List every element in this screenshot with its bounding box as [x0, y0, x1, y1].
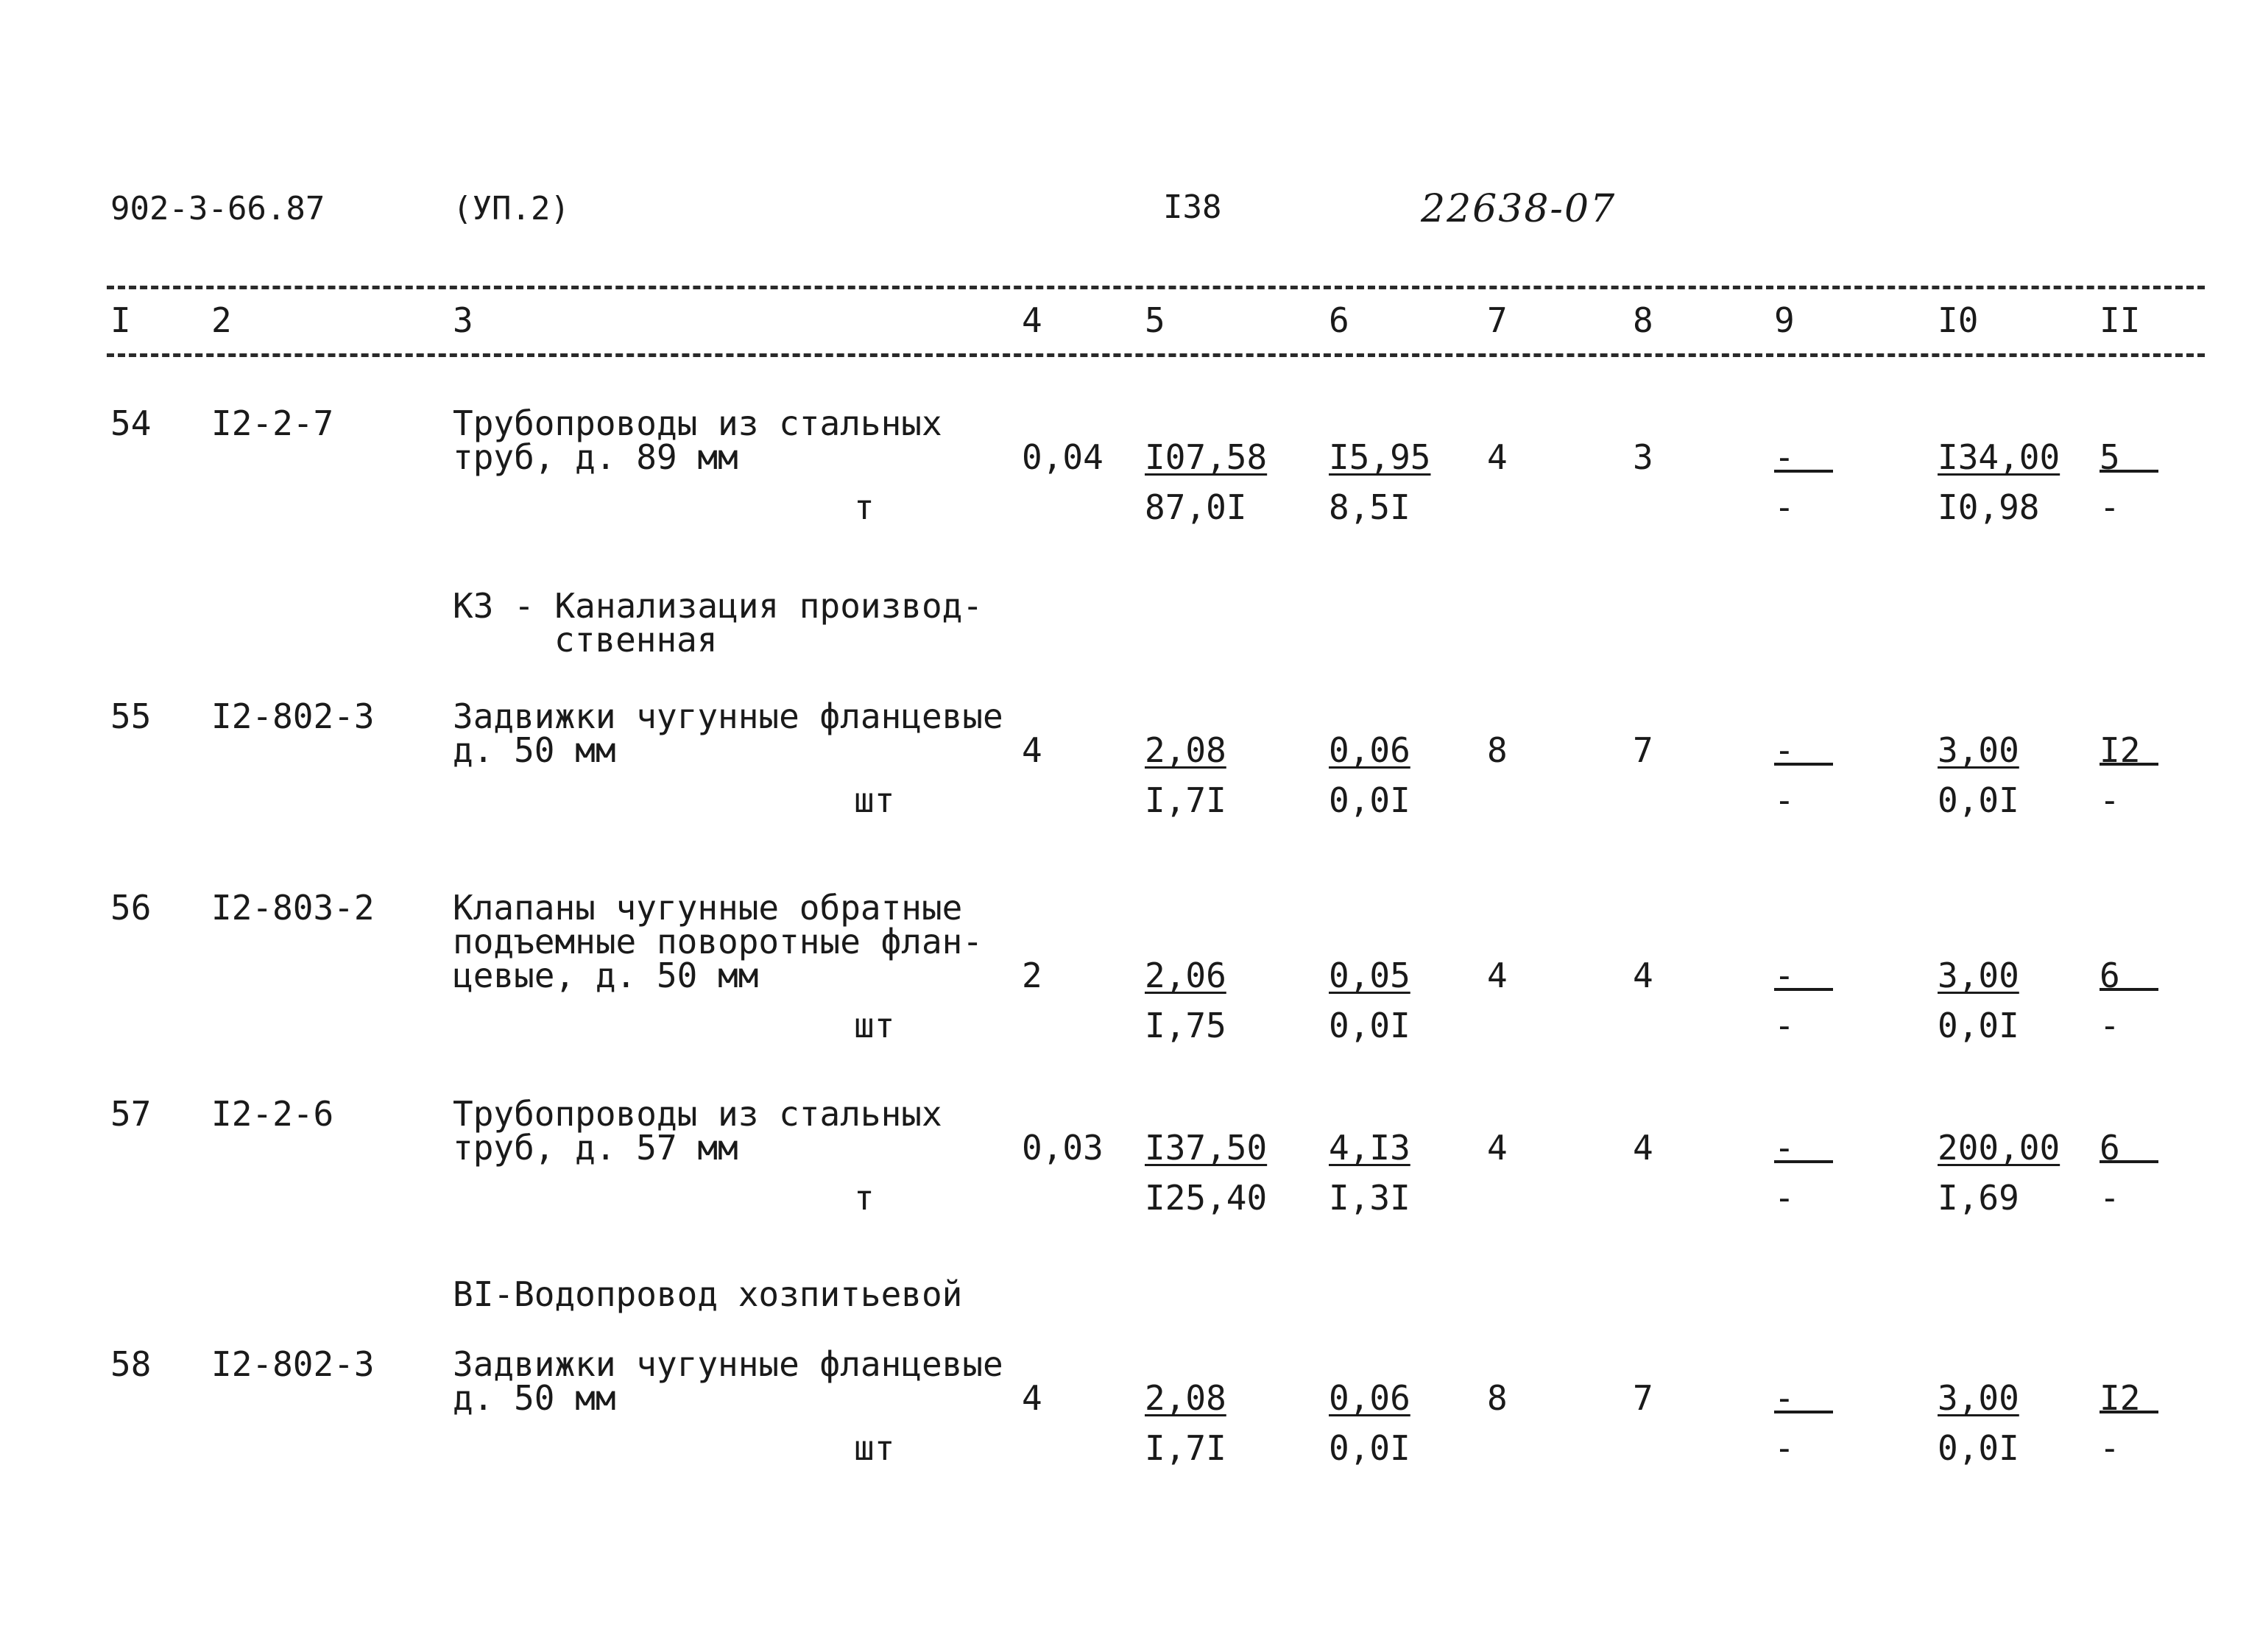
cost-top: I37,50: [1145, 1128, 1268, 1168]
value-col11-bottom: -: [2100, 1006, 2120, 1045]
cost-bottom: I,3I: [1329, 1178, 1410, 1218]
section-heading-line: BI-Водопровод хозпитьевой: [453, 1274, 963, 1314]
description-line: д. 50 мм: [453, 1378, 616, 1418]
quantity: 2: [1022, 956, 1042, 995]
value-col11-top: I2: [2100, 1381, 2158, 1413]
value-col11-bottom: -: [2100, 1178, 2120, 1218]
column-header: II: [2100, 300, 2141, 340]
cost-top: 0,05: [1329, 956, 1410, 995]
value-col11-bottom: -: [2100, 1428, 2120, 1468]
total-bottom: 0,0I: [1938, 780, 2019, 820]
section-heading-line: ственная: [554, 620, 718, 660]
cost-bottom: 8,5I: [1329, 487, 1410, 527]
unit-of-measure: т: [854, 1178, 875, 1218]
unit-of-measure: шт: [854, 1428, 895, 1468]
total-top: 3,00: [1938, 1378, 2019, 1418]
section-heading-line: К3 - Канализация производ-: [453, 586, 984, 626]
total-bottom: I,69: [1938, 1178, 2019, 1218]
value-col7: 4: [1487, 956, 1508, 995]
page-number: I38: [1163, 188, 1222, 226]
row-number: 57: [110, 1094, 152, 1134]
description-line: Клапаны чугунные обратные: [453, 888, 963, 928]
column-header: 9: [1774, 300, 1795, 340]
cost-top: 0,06: [1329, 730, 1410, 770]
value-col7: 4: [1487, 1128, 1508, 1168]
quantity: 4: [1022, 1378, 1042, 1418]
cost-top: 2,08: [1145, 730, 1226, 770]
description-line: подъемные поворотные флан-: [453, 922, 984, 961]
description-line: Трубопроводы из стальных: [453, 403, 942, 443]
rate-code: I2-2-6: [211, 1094, 334, 1134]
value-col7: 8: [1487, 730, 1508, 770]
total-top: 3,00: [1938, 956, 2019, 995]
dash-bottom: -: [1774, 1178, 1795, 1218]
value-col11-top: 6: [2100, 959, 2158, 991]
value-col11-bottom: -: [2100, 487, 2120, 527]
description-line: Задвижки чугунные фланцевые: [453, 1344, 1003, 1384]
doc-code: 902-3-66.87: [110, 190, 325, 227]
dash-top: -: [1774, 1381, 1833, 1413]
dash-bottom: -: [1774, 1006, 1795, 1045]
total-bottom: 0,0I: [1938, 1006, 2019, 1045]
dash-top: -: [1774, 440, 1833, 473]
value-col8: 7: [1633, 1378, 1653, 1418]
handwritten-stamp: 22638-07: [1421, 187, 1617, 231]
section-label: (УП.2): [453, 190, 570, 227]
dash-bottom: -: [1774, 780, 1795, 820]
rate-code: I2-2-7: [211, 403, 334, 443]
description-line: Задвижки чугунные фланцевые: [453, 696, 1003, 736]
cost-bottom: 0,0I: [1329, 780, 1410, 820]
cost-bottom: 0,0I: [1329, 1428, 1410, 1468]
column-header: 8: [1633, 300, 1653, 340]
description-line: труб, д. 89 мм: [453, 437, 738, 477]
row-number: 58: [110, 1344, 152, 1384]
dash-top: -: [1774, 1131, 1833, 1163]
description-line: труб, д. 57 мм: [453, 1128, 738, 1168]
quantity: 0,03: [1022, 1128, 1103, 1168]
total-top: 200,00: [1938, 1128, 2061, 1168]
rate-code: I2-802-3: [211, 1344, 375, 1384]
dash-top: -: [1774, 733, 1833, 766]
value-col11-bottom: -: [2100, 780, 2120, 820]
quantity: 4: [1022, 730, 1042, 770]
total-top: I34,00: [1938, 437, 2061, 477]
unit-of-measure: т: [854, 487, 875, 527]
cost-top: I5,95: [1329, 437, 1431, 477]
row-number: 56: [110, 888, 152, 928]
header-rule-bottom: [107, 353, 2205, 357]
column-header: 2: [211, 300, 232, 340]
column-header: 4: [1022, 300, 1042, 340]
row-number: 54: [110, 403, 152, 443]
value-col7: 4: [1487, 437, 1508, 477]
value-col8: 4: [1633, 956, 1653, 995]
column-header: 3: [453, 300, 473, 340]
rate-code: I2-802-3: [211, 696, 375, 736]
total-bottom: I0,98: [1938, 487, 2040, 527]
column-header: I: [110, 300, 131, 340]
column-header: 7: [1487, 300, 1508, 340]
total-bottom: 0,0I: [1938, 1428, 2019, 1468]
cost-top: I07,58: [1145, 437, 1268, 477]
value-col8: 4: [1633, 1128, 1653, 1168]
total-top: 3,00: [1938, 730, 2019, 770]
cost-bottom: 87,0I: [1145, 487, 1247, 527]
value-col7: 8: [1487, 1378, 1508, 1418]
description-line: Трубопроводы из стальных: [453, 1094, 942, 1134]
description-line: д. 50 мм: [453, 730, 616, 770]
cost-top: 0,06: [1329, 1378, 1410, 1418]
cost-top: 2,06: [1145, 956, 1226, 995]
value-col8: 7: [1633, 730, 1653, 770]
cost-top: 2,08: [1145, 1378, 1226, 1418]
rate-code: I2-803-2: [211, 888, 375, 928]
value-col11-top: I2: [2100, 733, 2158, 766]
cost-top: 4,I3: [1329, 1128, 1410, 1168]
cost-bottom: 0,0I: [1329, 1006, 1410, 1045]
row-number: 55: [110, 696, 152, 736]
header-rule-top: [107, 286, 2205, 289]
column-header: I0: [1938, 300, 1979, 340]
unit-of-measure: шт: [854, 1006, 895, 1045]
value-col11-top: 5: [2100, 440, 2158, 473]
description-line: цевые, д. 50 мм: [453, 956, 759, 995]
quantity: 0,04: [1022, 437, 1103, 477]
dash-top: -: [1774, 959, 1833, 991]
value-col11-top: 6: [2100, 1131, 2158, 1163]
cost-bottom: I,7I: [1145, 1428, 1226, 1468]
column-header: 6: [1329, 300, 1349, 340]
value-col8: 3: [1633, 437, 1653, 477]
dash-bottom: -: [1774, 487, 1795, 527]
cost-bottom: I25,40: [1145, 1178, 1268, 1218]
cost-bottom: I,75: [1145, 1006, 1226, 1045]
dash-bottom: -: [1774, 1428, 1795, 1468]
cost-bottom: I,7I: [1145, 780, 1226, 820]
column-header: 5: [1145, 300, 1165, 340]
unit-of-measure: шт: [854, 780, 895, 820]
